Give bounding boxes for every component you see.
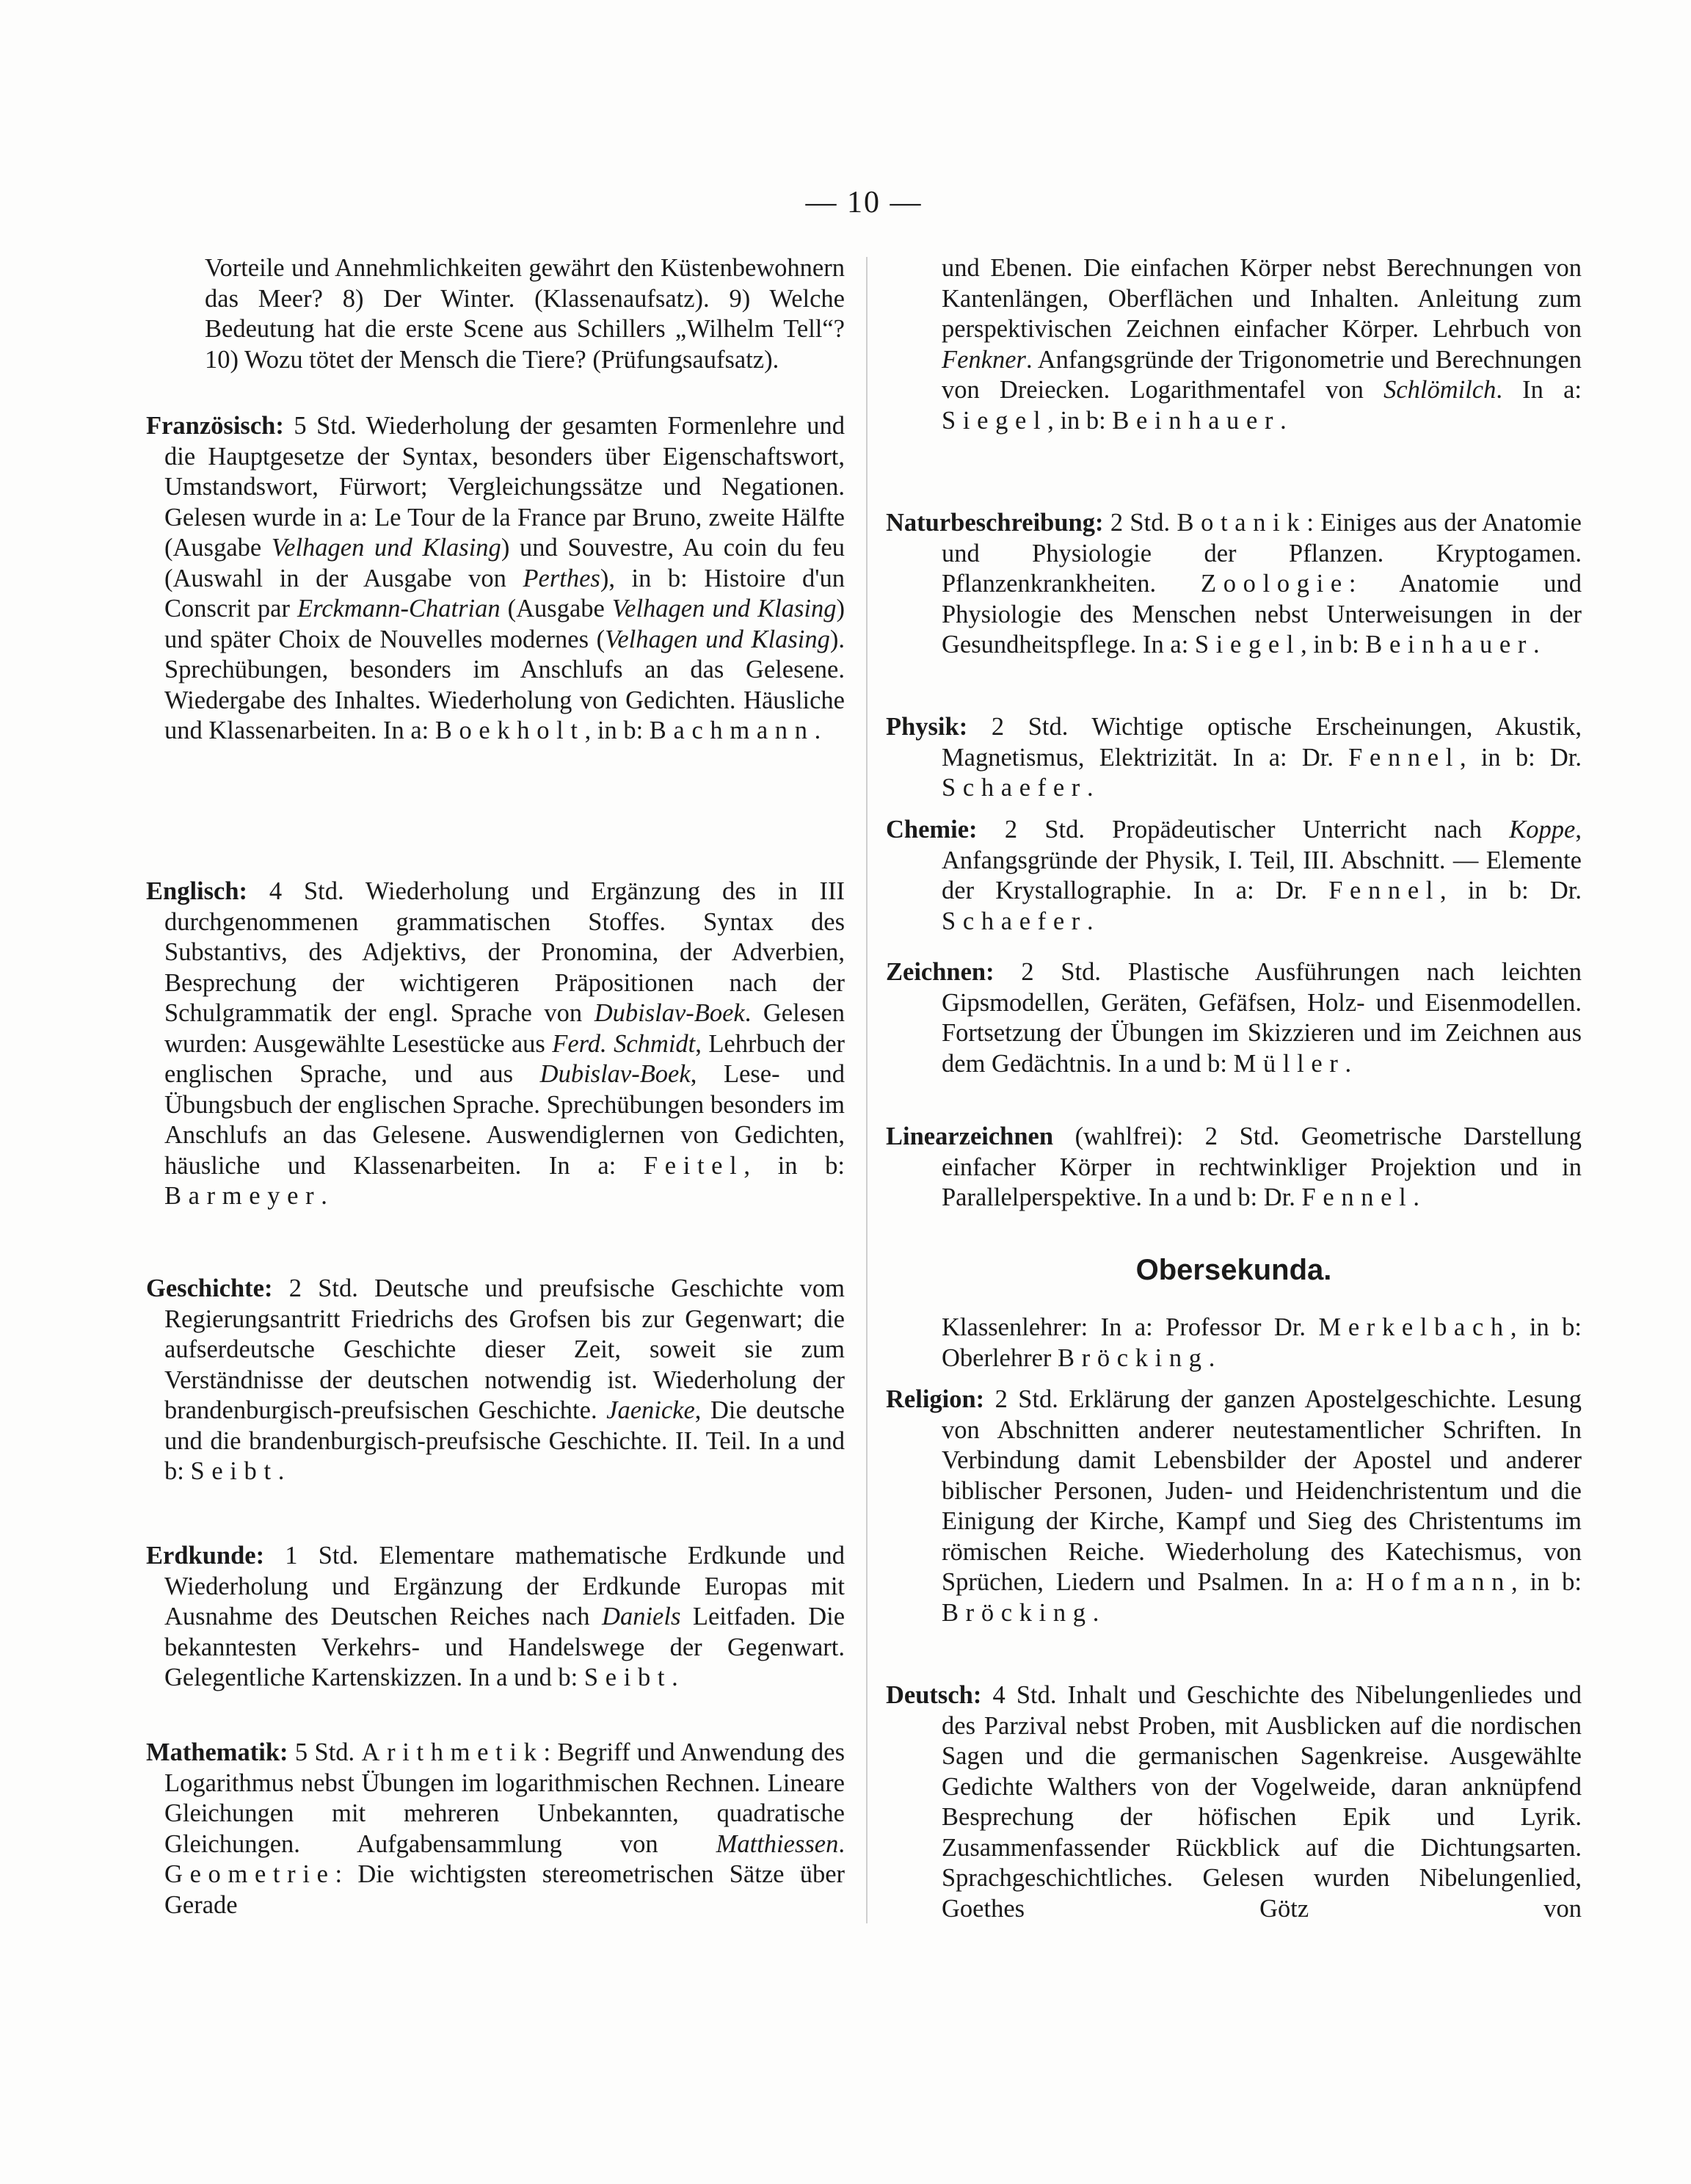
body-text: 2 Std. (1110, 509, 1177, 537)
subject-heading: Erdkunde: (146, 1542, 286, 1570)
subject-heading: Zeichnen: (886, 958, 1022, 986)
body-text: (wahlfrei): 2 Std. Geometrische Darstellung einfacher Körper in rechtwinkliger Projektion und in Parallelperspektive. In a und b: Dr. (942, 1122, 1582, 1211)
body-text: , in b: Dr. (1440, 877, 1582, 904)
body-text: : Begriff und Anwendung des Logarithmus nebst Übungen im logarithmischen Rechnen. Lineare Gleichungen mit mehreren Unbekannten, quadratische Gleichungen. Aufgabensammlung von (164, 1738, 845, 1858)
subject-paragraph (886, 1385, 1582, 1628)
body-text: : Einiges aus der Anatomie und Physiologie der Pflanzen. Kryptogamen. Pflanzenkrankheiten. (942, 509, 1582, 598)
body-text: Klassenlehrer: In a: Professor Dr. (942, 1313, 1319, 1341)
text-paragraph (146, 253, 845, 375)
italic-reference: Velhagen und Klasing (605, 625, 830, 653)
italic-reference: Dubislav-Boek (594, 999, 745, 1027)
italic-reference: Erckmann-Chatrian (297, 595, 501, 623)
body-text: . (321, 1182, 327, 1210)
body-text: , in b: Dr. (1460, 743, 1582, 772)
teacher-name: Fennel (1328, 877, 1441, 904)
italic-reference: Schlömilch (1383, 376, 1497, 404)
body-text: : Anatomie und Physiologie des Menschen nebst Unterweisungen in der Gesundheitspflege. In a: (942, 570, 1582, 659)
subject-paragraph (886, 957, 1582, 1079)
teacher-name: Beinhauer (1365, 631, 1533, 659)
italic-reference: Velhagen und Klasing (271, 534, 501, 562)
body-text: , in b: (1511, 1568, 1582, 1596)
italic-reference: Perthes (523, 564, 600, 592)
teacher-name: Fennel (1348, 743, 1460, 772)
body-text: . (1280, 406, 1287, 435)
body-text: . (1092, 1598, 1099, 1627)
teacher-name: Schaefer (942, 907, 1087, 935)
subject-paragraph (886, 712, 1582, 804)
subject-heading: Chemie: (886, 816, 1005, 844)
body-text: ). Sprechübungen, besonders im Anschlufs an das Gelesene. Wiedergabe des Inhaltes. Wiederholung von Gedichten. Häusliche und Klassenarbeiten. In a: (164, 625, 845, 744)
body-text: ) und Souvestre, Au coin du feu (Auswahl in der Ausgabe von (164, 534, 845, 592)
body-text: . (1086, 907, 1094, 935)
body-text: , in b: (1301, 631, 1366, 659)
body-text: 2 Std. Erklärung der ganzen Apostelgeschichte. Lesung von Abschnitten anderer neutestamentlicher Schriften. In Verbindung damit Lebensbilder der Apostel und anderer biblischer Personen, Juden- und Heidenchristentum und die Einigung der Kirche, Kampf und Sieg des Christentums im römischen Reiche. Wiederholung des Katechismus, von Sprüchen, Liedern und Psalmen. In a: (942, 1385, 1582, 1596)
subject-heading: Deutsch: (886, 1681, 993, 1709)
teacher-name: Siegel (1194, 631, 1301, 659)
page-number: — 10 — (805, 186, 923, 220)
body-text: und Ebenen. Die einfachen Körper nebst Berechnungen von Kantenlängen, Oberflächen und Inhalten. Anleitung zum perspektivischen Zeichnen einfacher Körper. Lehrbuch von (942, 254, 1582, 343)
teacher-name: Feitel (643, 1151, 744, 1180)
body-text: 5 Std. Wiederholung der gesamten Formenlehre und die Hauptgesetze der Syntax, besonders über Eigenschaftswort, Umstandswort, Fürwort; Vergleichungssätze und Negationen. Gelesen wurde in a: Le Tour de la France par Bruno, zweite Hälfte (Ausgabe (164, 412, 845, 562)
subject-heading: Englisch: (146, 877, 269, 905)
body-text: . (1345, 1049, 1352, 1078)
body-text: . (814, 716, 821, 744)
subject-heading: Naturbeschreibung: (886, 509, 1110, 537)
teacher-name: Botanik (1177, 509, 1307, 537)
body-text: , Anfangsgründe der Physik, I. Teil, III. Abschnitt. — Elemente der Krystallographie. In a: Dr. (942, 816, 1582, 904)
body-text: 4 Std. Inhalt und Geschichte des Nibelungenliedes und des Parzival nebst Proben, mit Ausblicken auf die nordischen Sagen und die germanischen Sagenkreise. Ausgewählte Gedichte Walthers von der Vogelweide, daran anknüpfend Besprechung der höfischen Epik und Lyrik. Zusammenfassender Rückblick auf die Dichtungsarten. Sprachgeschichtliches. Gelesen wurden Nibelungenlied, Goethes Götz von (942, 1681, 1582, 1923)
teacher-name: Bröcking (1058, 1343, 1209, 1372)
body-text: . Gelesen wurden: Ausgewählte Lesestücke aus (164, 999, 845, 1058)
subject-heading: Französisch: (146, 412, 294, 440)
body-text: ), in b: Histoire d'un Conscrit par (164, 564, 845, 623)
teacher-name: Seibt (583, 1664, 672, 1691)
body-text: . (277, 1457, 285, 1485)
subject-paragraph (886, 508, 1582, 661)
subject-heading: Religion: (886, 1385, 995, 1413)
teacher-name: Seibt (190, 1457, 278, 1485)
subject-paragraph (146, 1274, 845, 1487)
subject-heading: Linearzeichnen (886, 1122, 1075, 1150)
body-text: 5 Std. (294, 1738, 362, 1766)
italic-reference: Dubislav-Boek (539, 1060, 691, 1088)
body-text: , Die deutsche und die brandenburgisch-preufsische Geschichte. II. Teil. In a und b: (164, 1396, 845, 1485)
body-text: 2 Std. Propädeutischer Unterricht nach (1004, 816, 1510, 844)
teacher-name: Merkelbach (1318, 1313, 1510, 1341)
teacher-name: Boekholt (434, 716, 585, 744)
body-text: 2 Std. Plastische Ausführungen nach leichten Gipsmodellen, Geräten, Gefäfsen, Holz- und Eisenmodellen. Fortsetzung der Übungen im Skizzieren und im Zeichnen aus dem Gedächtnis. In a und b: (942, 958, 1582, 1078)
body-text: . (672, 1664, 678, 1691)
subject-paragraph (146, 1541, 845, 1694)
body-text: Leitfaden. Die bekanntesten Verkehrs- und Handelswege der Gegenwart. Gelegentliche Kartenskizzen. In a und b: (164, 1603, 846, 1691)
body-text: , in b: (584, 716, 650, 744)
italic-reference: Fenkner (942, 345, 1026, 374)
subject-paragraph (146, 877, 845, 1212)
body-text: 1 Std. Elementare mathematische Erdkunde und Wiederholung und Ergänzung der Erdkunde Europas mit Ausnahme des Deutschen Reiches nach (164, 1542, 846, 1630)
subject-heading: Mathematik: (146, 1738, 295, 1766)
teacher-name: Beinhauer (1112, 406, 1281, 435)
body-text: : Die wichtigsten stereometrischen Sätze über Gerade (164, 1860, 845, 1919)
subject-paragraph (146, 1738, 845, 1920)
body-text: ) und später Choix de Nouvelles modernes ( (164, 595, 845, 653)
teacher-name: Fennel (1301, 1183, 1414, 1211)
body-text: , Lehrbuch der englischen Sprache, und aus (164, 1029, 846, 1088)
subject-heading: Physik: (886, 713, 992, 741)
italic-reference: Daniels (602, 1603, 681, 1630)
teacher-name: Barmeyer (164, 1182, 321, 1210)
body-text: . In a: (1496, 376, 1582, 404)
body-text: , in b: (743, 1151, 846, 1180)
subject-paragraph (146, 411, 845, 747)
body-text: . (1208, 1343, 1215, 1372)
italic-reference: Matthiessen (716, 1829, 839, 1858)
subject-paragraph (886, 1122, 1582, 1213)
text-paragraph (886, 253, 1582, 436)
body-text: , in b: (1047, 406, 1113, 435)
teacher-name: Siegel (942, 406, 1048, 435)
body-text: 2 Std. Wichtige optische Erscheinungen, Akustik, Magnetismus, Elektrizität. In a: Dr. (942, 713, 1582, 772)
italic-reference: Velhagen und Klasing (611, 595, 837, 623)
body-text: 4 Std. Wiederholung und Ergänzung des in III durchgenommenen grammatischen Stoffes. Syntax des Substantivs, des Adjektivs, der Pronomina, der Adverbien, Besprechung der wichtigeren Präpositionen nach der Schulgrammatik der engl. Sprache von (164, 877, 845, 1027)
teacher-name: Bröcking (942, 1598, 1093, 1627)
body-text: . (1533, 631, 1540, 659)
body-text: (Ausgabe (500, 595, 612, 623)
teacher-name: Geometrie (164, 1860, 335, 1888)
body-text: . (1086, 774, 1094, 802)
teacher-name: Bachmann (649, 716, 815, 744)
italic-reference: Jaenicke (606, 1396, 695, 1424)
body-text: , Lese- und Übungsbuch der englischen Sprache. Sprechübungen besonders im Anschlufs an das Gelesene. Auswendiglernen von Gedichten, häusliche und Klassenarbeiten. In a: (164, 1060, 845, 1180)
teacher-name: Müller (1233, 1049, 1345, 1078)
body-text: . (838, 1829, 845, 1858)
body-text: . Anfangsgründe der Trigonometrie und Berechnungen von Dreiecken. Logarithmentafel von (942, 345, 1582, 404)
italic-reference: Koppe (1509, 816, 1576, 844)
section-heading-obersekunda: Obersekunda. (1135, 1254, 1332, 1286)
body-text: , in b: Oberlehrer (942, 1313, 1582, 1372)
body-text: 2 Std. Deutsche und preufsische Geschichte vom Regierungsantritt Friedrichs des Grofsen bis zur Gegenwart; die aufserdeutsche Geschichte dieser Zeit, soweit sie zum Verständnisse der deutschen notwendig ist. Wiederholung der brandenburgisch-preufsischen Geschichte. (164, 1274, 845, 1424)
subject-heading: Geschichte: (146, 1274, 289, 1302)
teacher-name: Zoologie (1201, 570, 1349, 598)
italic-reference: Ferd. Schmidt (552, 1029, 696, 1058)
text-paragraph (886, 1313, 1582, 1374)
teacher-name: Schaefer (942, 774, 1087, 802)
subject-paragraph (886, 1680, 1582, 1924)
body-text: Vorteile und Annehmlichkeiten gewährt den Küstenbewohnern das Meer? 8) Der Winter. (Klassenaufsatz). 9) Welche Bedeutung hat die erste Scene aus Schillers „Wilhelm Tell“? 10) Wozu tötet der Mensch die Tiere? (Prüfungsaufsatz). (205, 254, 845, 374)
teacher-name: Hofmann (1366, 1568, 1512, 1596)
subject-paragraph (886, 815, 1582, 937)
column-divider (866, 257, 868, 1923)
teacher-name: Arithmetik (361, 1738, 544, 1766)
body-text: . (1413, 1183, 1420, 1211)
